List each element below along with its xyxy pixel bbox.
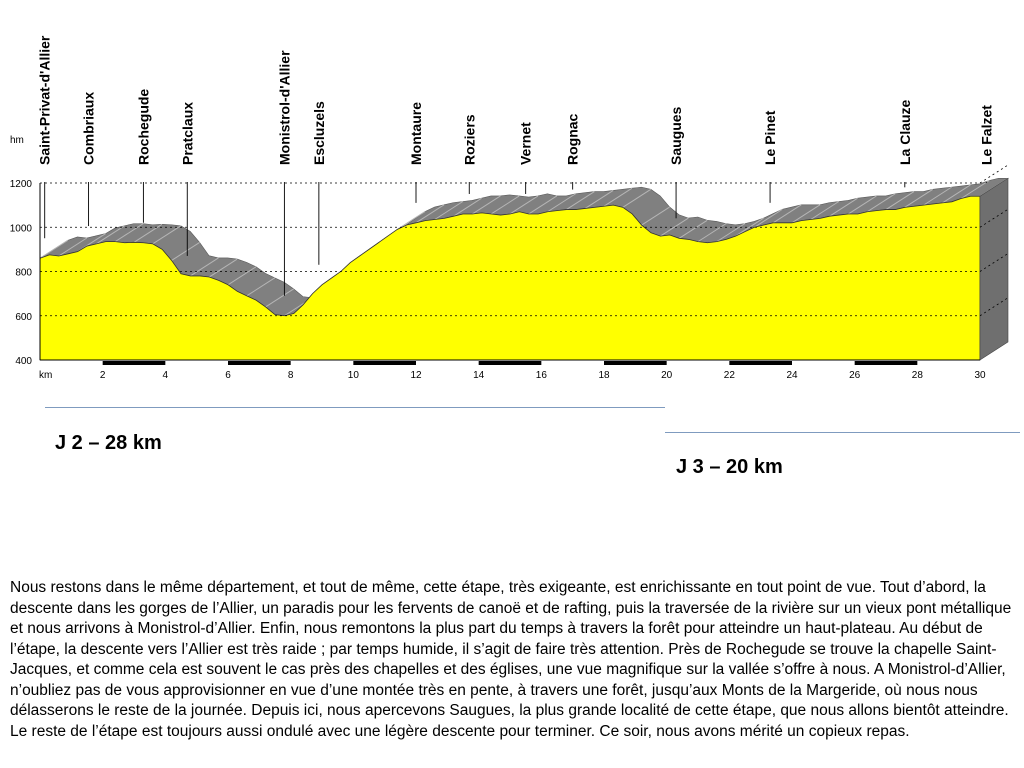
stage-2-line bbox=[45, 407, 665, 408]
x-tick-label: 22 bbox=[723, 370, 735, 381]
km-segment bbox=[353, 361, 416, 365]
km-segment bbox=[228, 361, 291, 365]
km-segment bbox=[604, 361, 667, 365]
x-tick-label: 8 bbox=[287, 370, 294, 381]
km-segment bbox=[103, 361, 166, 365]
km-segment bbox=[729, 361, 792, 365]
y-tick-label: 400 bbox=[15, 356, 32, 367]
stage-description: Nous restons dans le même département, et tout de même, cette étape, très exigeante, est enrichissante en tout point de vue. Tout d’abord, la descente dans les gorges de l’Allier, un paradis pour les fervents de canoë et de rafting, puis la traversée de la rivière sur un vieux pont métallique et nous arrivons à Monistrol-d’Allier. Enfin, nous remontons la plus part du temps à travers la forêt pour atteindre un haut-plateau. Au début de l’étape, la descente vers l’Allier est très raide ; par temps humide, il s’agit de faire très attention. Près de Rochegude se trouve la chapelle Saint-Jacques, et comme cela est souvent le cas près des chapelles et des églises, une vue magnifique sur la vallée s’offre à nous. A Monistrol-d’Allier, n’oubliez pas de vous approvisionner en vue d’une montée très en pente, à travers une forêt, jusqu’aux Monts de la Margeride, où nous nous délasserons le reste de la journée. Depuis ici, nous apercevons Saugues, la plus grande localité de cette étape, que nous allons bientôt atteindre. Le reste de l’étape est toujours aussi ondulé avec une légère descente pour terminer. Ce soir, nous avons mérité un copieux repas. bbox=[10, 579, 1012, 740]
x-tick-label: 26 bbox=[849, 370, 861, 381]
place-labels bbox=[37, 35, 995, 165]
x-tick-label: 2 bbox=[99, 370, 106, 381]
x-tick-label: 12 bbox=[410, 370, 422, 381]
x-tick-label: 14 bbox=[473, 370, 485, 381]
x-tick-label: 24 bbox=[786, 370, 798, 381]
place-label: Escluzels bbox=[310, 101, 327, 165]
place-label: Saugues bbox=[668, 106, 685, 165]
y-tick-label: 800 bbox=[15, 267, 32, 279]
place-label: Vernet bbox=[517, 122, 534, 165]
x-tick-label: 10 bbox=[347, 370, 359, 381]
place-label: Rognac bbox=[564, 113, 581, 165]
y-unit-label: hm bbox=[10, 135, 24, 146]
x-tick-label: 28 bbox=[911, 370, 923, 381]
stage-3-line bbox=[665, 432, 1020, 433]
stage-3-label: J 3 – 20 km bbox=[676, 456, 783, 478]
x-tick-label: 4 bbox=[162, 370, 169, 381]
km-segment bbox=[855, 361, 918, 365]
y-tick-label: 1200 bbox=[9, 179, 32, 190]
place-label: Combriaux bbox=[80, 91, 97, 165]
y-tick-label: 600 bbox=[15, 311, 32, 323]
profile-face bbox=[40, 196, 980, 360]
place-label: Saint-Privat-d'Allier bbox=[36, 35, 53, 166]
place-label: Le Pinet bbox=[762, 110, 779, 165]
place-label: Roziers bbox=[461, 114, 478, 165]
place-label: Pratclaux bbox=[179, 101, 196, 165]
x-tick-label: 20 bbox=[661, 370, 673, 381]
x-tick-label: 30 bbox=[974, 370, 986, 381]
km-segment bbox=[479, 361, 542, 365]
place-label: Monistrol-d'Allier bbox=[276, 50, 293, 165]
y-tick-label: 1000 bbox=[9, 223, 32, 235]
x-tick-label: 16 bbox=[535, 370, 547, 381]
x-tick-label: 18 bbox=[598, 370, 610, 381]
place-label: Montaure bbox=[408, 102, 424, 165]
stage-2-label: J 2 – 28 km bbox=[55, 432, 162, 454]
x-tick-label: 6 bbox=[225, 370, 231, 381]
x-unit-label: km bbox=[39, 370, 53, 381]
place-label: La Clauze bbox=[896, 99, 913, 165]
profile-side bbox=[980, 178, 1008, 360]
place-label: Rochegude bbox=[135, 88, 152, 165]
place-label: Le Falzet bbox=[978, 105, 995, 165]
